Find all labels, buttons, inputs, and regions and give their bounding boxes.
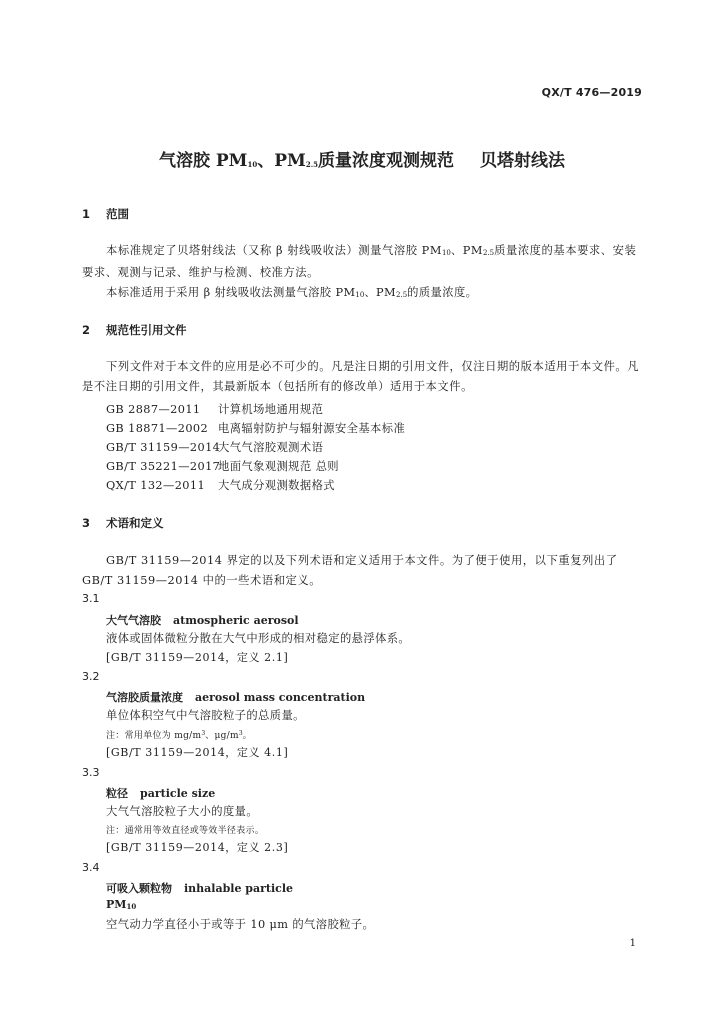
term-note: 注：常用单位为 $mg/m^3$、$\mu g/m^3$。 (106, 730, 252, 741)
section-heading-terms: 3 术语和定义 (82, 516, 164, 530)
reference-item: GB/T 35221—2017地面气象观测规范 总则 (106, 460, 339, 473)
term-heading: 粒径 particle size (106, 787, 216, 800)
term-definition: 空气动力学直径小于或等于 10 μm 的气溶胶粒子。 (106, 918, 375, 931)
term-definition: 液体或固体微粒分散在大气中形成的相对稳定的悬浮体系。 (106, 632, 411, 645)
term-heading: 大气气溶胶 atmospheric aerosol (106, 614, 299, 627)
term-heading: 气溶胶质量浓度 aerosol mass concentration (106, 691, 366, 704)
reference-item: GB/T 31159—2014大气气溶胶观测术语 (106, 441, 324, 454)
terms-intro: GB/T 31159—2014 界定的以及下列术语和定义适用于本文件。为了便于使用，以下重复列出了GB/T 31159—2014 中的一些术语和定义。 (82, 554, 618, 587)
term-heading: 可吸入颗粒物 inhalable particle (106, 882, 294, 895)
clause-number: 3.3 (82, 766, 100, 779)
reference-item: QX/T 132—2011 大气成分观测数据格式 (106, 479, 335, 492)
scope-paragraph-1: 本标准规定了贝塔射线法（又称 β 射线吸收法）测量气溶胶 PM10、PM2.5质量浓度的基本要求、安装要求、观测与记录、维护与检测、校准方法。 (82, 244, 637, 279)
clause-number: 3.4 (82, 861, 100, 874)
page-number: 1 (629, 938, 636, 949)
term-note: 注：通常用等效直径或等效半径表示。 (106, 826, 265, 836)
term-definition: 大气气溶胶粒子大小的度量。 (106, 805, 259, 818)
reference-item: GB 18871—2002 电离辐射防护与辐射源安全基本标准 (106, 422, 406, 435)
clause-number: 3.2 (82, 670, 100, 683)
references-intro: 下列文件对于本文件的应用是必不可少的。凡是注日期的引用文件，仅注日期的版本适用于本文件。凡是不注日期的引用文件，其最新版本（包括所有的修改单）适用于本文件。 (82, 360, 640, 393)
scope-paragraph-2: 本标准适用于采用 β 射线吸收法测量气溶胶 PM10、PM2.5的质量浓度。 (106, 286, 478, 299)
term-symbol: PM10 (106, 898, 137, 911)
section-heading-references: 2 规范性引用文件 (82, 323, 187, 337)
clause-number: 3.1 (82, 592, 100, 605)
section-heading-scope: 1 范围 (82, 207, 129, 221)
term-source: [GB/T 31159—2014，定义 2.3] (106, 841, 289, 854)
standard-number: QX/T 476—2019 (541, 86, 642, 99)
term-source: [GB/T 31159—2014，定义 2.1] (106, 651, 289, 664)
reference-item: GB 2887—2011 计算机场地通用规范 (106, 403, 324, 416)
term-definition: 单位体积空气中气溶胶粒子的总质量。 (106, 709, 305, 722)
term-source: [GB/T 31159—2014，定义 4.1] (106, 746, 289, 759)
document-title: 气溶胶 PM10、PM2.5质量浓度观测规范 贝塔射线法 (158, 151, 566, 171)
